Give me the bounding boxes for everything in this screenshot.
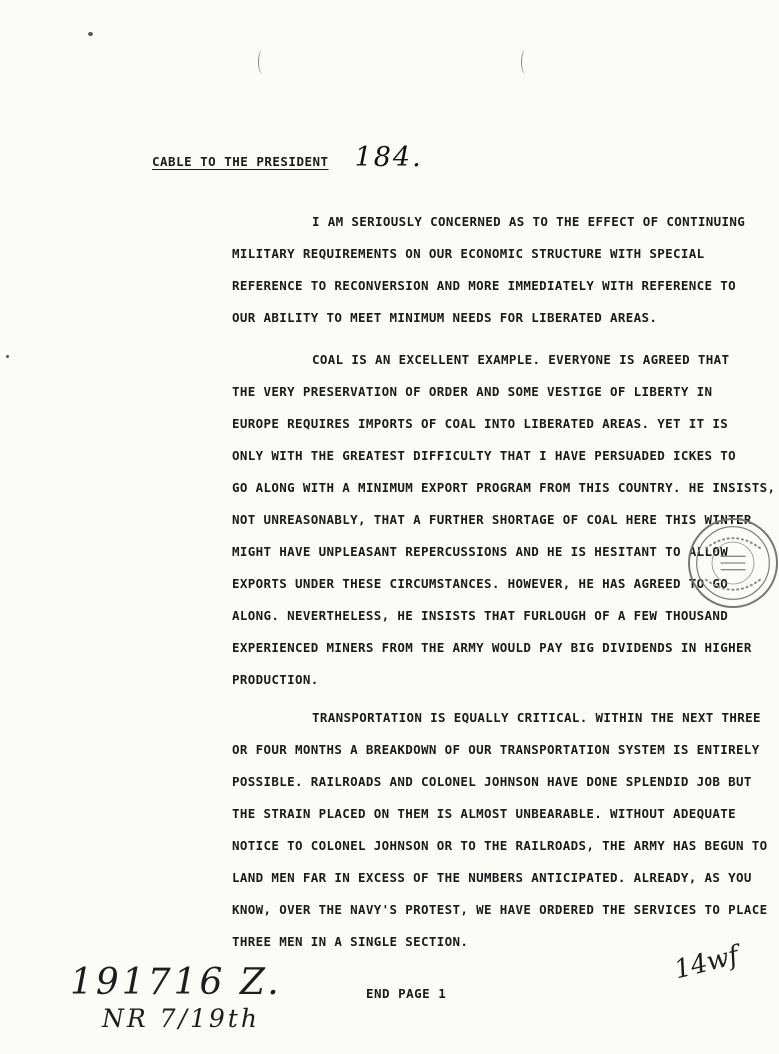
archive-stamp bbox=[688, 518, 778, 608]
text-line: COAL IS AN EXCELLENT EXAMPLE. EVERYONE IS AGREED THAT bbox=[312, 352, 730, 367]
handwritten-file-number: 191716 Z. bbox=[70, 962, 282, 1003]
text-line: EXPERIENCED MINERS FROM THE ARMY WOULD PAY BIG DIVIDENDS IN HIGHER bbox=[232, 640, 752, 655]
text-line: TRANSPORTATION IS EQUALLY CRITICAL. WITHIN THE NEXT THREE bbox=[312, 710, 761, 725]
punch-hole-mark bbox=[258, 50, 267, 74]
text-line: REFERENCE TO RECONVERSION AND MORE IMMEDIATELY WITH REFERENCE TO bbox=[232, 278, 737, 293]
text-line: MILITARY REQUIREMENTS ON OUR ECONOMIC STRUCTURE WITH SPECIAL bbox=[232, 246, 705, 261]
handwritten-cable-number: 184. bbox=[354, 142, 423, 173]
ink-speck bbox=[88, 32, 93, 36]
heading-title: CABLE TO THE PRESIDENT bbox=[152, 154, 329, 169]
punch-hole-mark bbox=[521, 50, 530, 74]
text-line: PRODUCTION. bbox=[232, 672, 319, 687]
text-line: LAND MEN FAR IN EXCESS OF THE NUMBERS ANTICIPATED. ALREADY, AS YOU bbox=[232, 870, 752, 885]
text-line: POSSIBLE. RAILROADS AND COLONEL JOHNSON HAVE DONE SPLENDID JOB BUT bbox=[232, 774, 752, 789]
text-line: MIGHT HAVE UNPLEASANT REPERCUSSIONS AND HE IS HESITANT TO ALLOW bbox=[232, 544, 729, 559]
end-page-marker: END PAGE 1 bbox=[366, 986, 447, 1001]
text-line: I AM SERIOUSLY CONCERNED AS TO THE EFFECT OF CONTINUING bbox=[312, 214, 746, 229]
text-line: EXPORTS UNDER THESE CIRCUMSTANCES. HOWEVER, HE HAS AGREED TO GO bbox=[232, 576, 729, 591]
text-line: OUR ABILITY TO MEET MINIMUM NEEDS FOR LIBERATED AREAS. bbox=[232, 310, 658, 325]
ink-speck bbox=[6, 355, 9, 358]
text-line: NOT UNREASONABLY, THAT A FURTHER SHORTAGE OF COAL HERE THIS WINTER bbox=[232, 512, 752, 527]
text-line: GO ALONG WITH A MINIMUM EXPORT PROGRAM FROM THIS COUNTRY. HE INSISTS, bbox=[232, 480, 776, 495]
text-line: NOTICE TO COLONEL JOHNSON OR TO THE RAILROADS, THE ARMY HAS BEGUN TO bbox=[232, 838, 768, 853]
handwritten-nr-note: NR 7/19th bbox=[102, 1004, 260, 1033]
cable-body bbox=[152, 206, 776, 958]
document-heading bbox=[152, 142, 423, 173]
text-line: ALONG. NEVERTHELESS, HE INSISTS THAT FURLOUGH OF A FEW THOUSAND bbox=[232, 608, 729, 623]
text-line: THE VERY PRESERVATION OF ORDER AND SOME VESTIGE OF LIBERTY IN bbox=[232, 384, 713, 399]
text-line: OR FOUR MONTHS A BREAKDOWN OF OUR TRANSPORTATION SYSTEM IS ENTIRELY bbox=[232, 742, 760, 757]
stamp-seal-graphic bbox=[690, 520, 776, 606]
handwritten-initials: 14wf bbox=[671, 940, 742, 986]
text-line: THREE MEN IN A SINGLE SECTION. bbox=[232, 934, 469, 949]
text-line: EUROPE REQUIRES IMPORTS OF COAL INTO LIBERATED AREAS. YET IT IS bbox=[232, 416, 729, 431]
paragraph-3 bbox=[152, 702, 768, 958]
text-line: THE STRAIN PLACED ON THEM IS ALMOST UNBEARABLE. WITHOUT ADEQUATE bbox=[232, 806, 737, 821]
text-line: ONLY WITH THE GREATEST DIFFICULTY THAT I HAVE PERSUADED ICKES TO bbox=[232, 448, 737, 463]
paragraph-1 bbox=[152, 206, 746, 334]
paragraph-2 bbox=[152, 344, 776, 696]
text-line: KNOW, OVER THE NAVY'S PROTEST, WE HAVE ORDERED THE SERVICES TO PLACE bbox=[232, 902, 768, 917]
